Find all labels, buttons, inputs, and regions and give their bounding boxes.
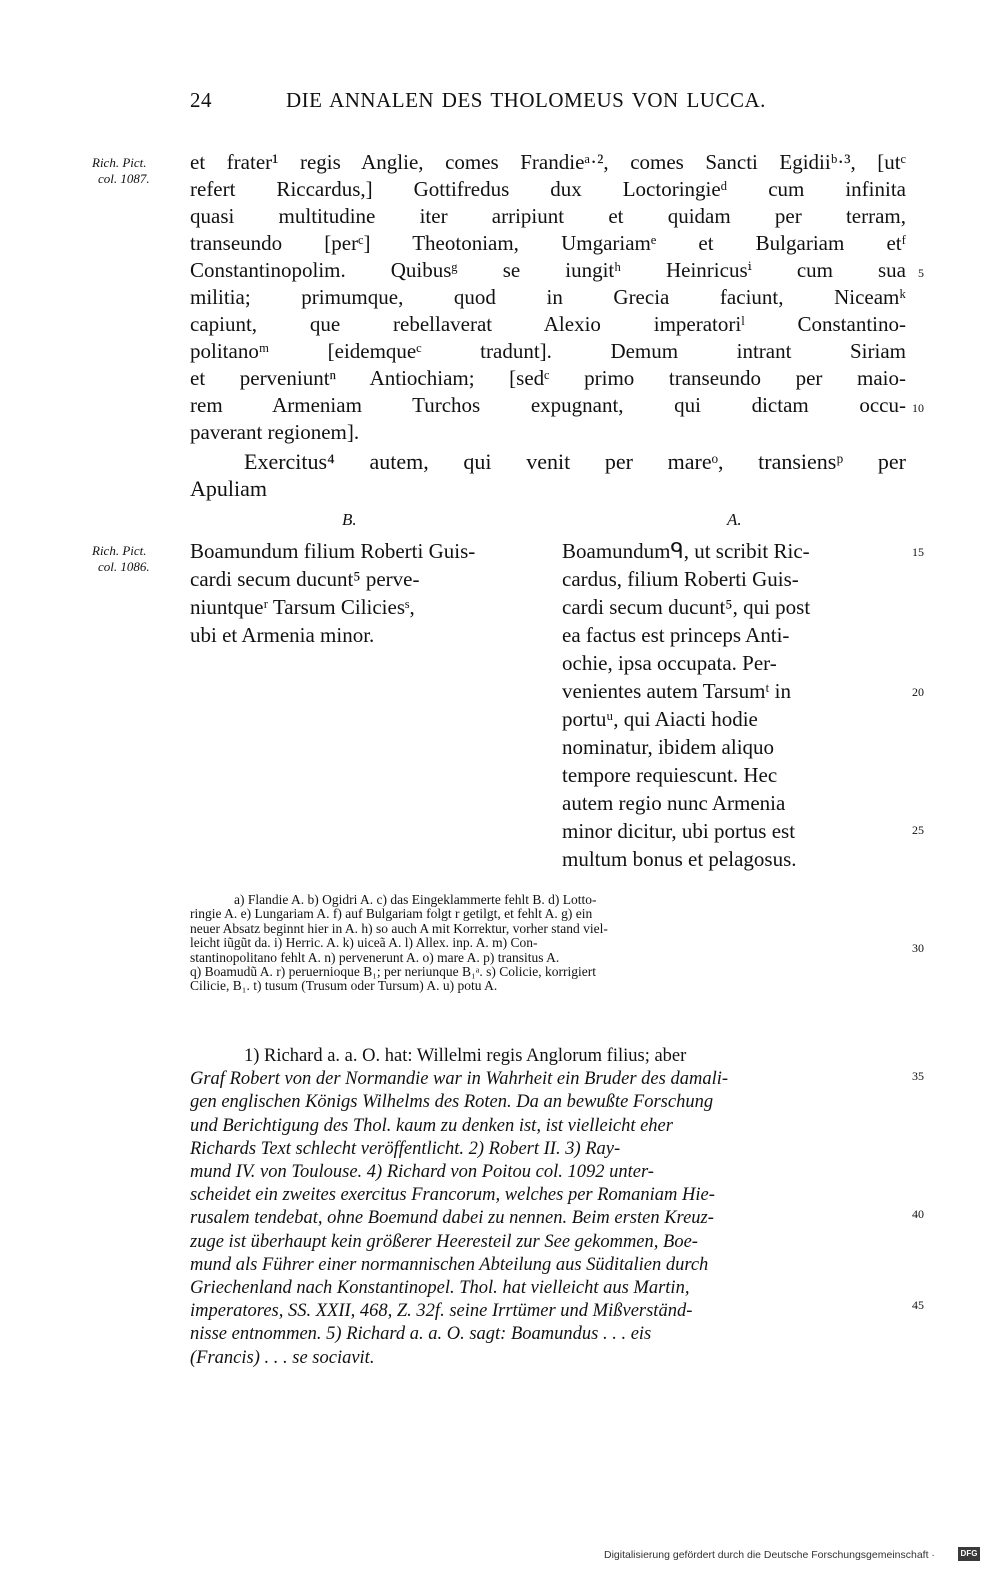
dfg-logo: DFG — [958, 1547, 980, 1561]
digitization-credit: Digitalisierung gefördert durch die Deutsche Forschungsgemeinschaft · — [604, 1549, 935, 1561]
line-number: 35 — [912, 1069, 924, 1083]
variant-line: ringie A. e) Lungariam A. f) auf Bulgariam folgt r getilgt, et fehlt A. g) ein — [190, 906, 593, 922]
line-number: 15 — [912, 545, 924, 559]
column-heading-a: A. — [727, 510, 742, 529]
note-line: imperatores, SS. XXII, 468, Z. 32f. seine Irrtümer und Mißverständ- — [190, 1301, 693, 1322]
body-line: refert Riccardus,] Gottifredus dux Loctoringieᵈ cum infinita — [190, 177, 906, 201]
body-line: paverant regionem]. — [190, 420, 360, 444]
margin-note-source — [92, 543, 150, 575]
variant-line: a) Flandie A. b) Ogidri A. c) das Eingeklammerte fehlt B. d) Lotto- — [234, 892, 597, 907]
line-number: 45 — [912, 1298, 924, 1312]
body-line: quasi multitudine iter arripiunt et quidam per terram, — [190, 204, 906, 228]
column-line: cardi secum ducunt⁵, qui post — [562, 595, 811, 619]
note-line: mund IV. von Toulouse. 4) Richard von Poitou col. 1092 unter- — [190, 1162, 654, 1183]
note-line: scheidet ein zweites exercitus Francorum, welches per Romaniam Hie- — [190, 1185, 715, 1206]
margin-note-source — [92, 155, 150, 187]
variant-apparatus — [190, 893, 902, 994]
margin-note-line: Rich. Pict. — [92, 543, 147, 558]
note-line: Griechenland nach Konstantinopel. Thol. hat vielleicht aus Martin, — [190, 1278, 690, 1299]
margin-note-line: Rich. Pict. — [92, 155, 147, 170]
body-line: politanoᵐ [eidemqueᶜ tradunt]. Demum intrant Siriam — [190, 339, 906, 363]
note-line: rusalem tendebat, ohne Boemund dabei zu nennen. Beim ersten Kreuz- — [190, 1208, 714, 1229]
footnotes — [190, 1045, 902, 1370]
body-line: capiunt, que rebellaverat Alexio imperatoriˡ Constantino- — [190, 312, 906, 336]
margin-note-line: col. 1087. — [98, 171, 150, 186]
note-line: Graf Robert von der Normandie war in Wahrheit ein Bruder des damali- — [190, 1069, 729, 1090]
column-line: Boamundum filium Roberti Guis- — [190, 539, 476, 563]
column-line: nominatur, ibidem aliquo — [562, 735, 775, 759]
variant-line: leicht iũgũt da. i) Herric. A. k) uiceã A. l) Allex. inp. A. m) Con- — [190, 935, 538, 951]
note-line: (Francis) . . . se sociavit. — [190, 1347, 375, 1368]
variant-line: q) Boamudũ A. r) peruernioque B₁; per neriunque B₁ᵃ. s) Colicie, korrigiert — [190, 964, 597, 980]
body-line: transeundo [perᶜ] Theotoniam, Umgariamᵉ et Bulgariam etᶠ — [190, 231, 906, 255]
line-number: 40 — [912, 1207, 924, 1221]
body-line: et perveniuntⁿ Antiochiam; [sedᶜ primo transeundo per maio- — [190, 366, 906, 390]
body-line: militia; primumque, quod in Grecia faciunt, Niceamᵏ — [190, 285, 906, 309]
column-line: autem regio nunc Armenia — [562, 791, 786, 815]
running-title: DIE ANNALEN DES THOLOMEUS VON LUCCA. — [286, 88, 766, 112]
variant-line: Cilicie, B₁. t) tusum (Trusum oder Tursum) A. u) potu A. — [190, 978, 498, 994]
body-line: Constantinopolim. Quibusᵍ se iungitʰ Heinricusⁱ cum sua — [190, 258, 906, 282]
line-number: 5 — [918, 266, 924, 280]
column-line: niuntqueʳ Tarsum Ciliciesˢ, — [190, 595, 415, 619]
variant-line: neuer Absatz beginnt hier in A. h) so auch A mit Korrektur, vorher stand viel- — [190, 920, 608, 936]
line-number: 30 — [912, 941, 924, 955]
line-number: 25 — [912, 823, 924, 837]
column-line: multum bonus et pelagosus. — [562, 847, 797, 871]
column-line: ochie, ipsa occupata. Per- — [562, 651, 777, 675]
column-line: tempore requiescunt. Hec — [562, 763, 778, 787]
body-line: Apuliam — [190, 476, 267, 501]
column-line: venientes autem Tarsumᵗ in — [562, 679, 792, 703]
column-line: cardi secum ducunt⁵ perve- — [190, 567, 420, 591]
column-a — [562, 537, 902, 873]
note-line: nisse entnommen. 5) Richard a. a. O. sagt: Boamundus . . . eis — [190, 1324, 652, 1345]
column-line: portuᵘ, qui Aiacti hodie — [562, 707, 758, 731]
page-number: 24 — [190, 88, 212, 112]
column-line: minor dicitur, ubi portus est — [562, 819, 796, 843]
body-line: et frater¹ regis Anglie, comes Frandieᵃ·², comes Sancti Egidiiᵇ·³, [utᶜ — [190, 150, 906, 174]
column-line: ubi et Armenia minor. — [190, 623, 375, 647]
column-line: cardus, filium Roberti Guis- — [562, 567, 799, 591]
column-line: ea factus est princeps Anti- — [562, 623, 790, 647]
body-line: Exercitus⁴ autem, qui venit per mareᵒ, transiensᵖ per — [244, 449, 906, 474]
line-number: 20 — [912, 685, 924, 699]
column-heading-b: B. — [342, 510, 357, 529]
note-line: und Berichtigung des Thol. kaum zu denken ist, ist vielleicht eher — [190, 1115, 673, 1136]
note-line: zuge ist überhaupt kein größerer Heeresteil zur See gekommen, Boe- — [190, 1231, 698, 1252]
margin-note-line: col. 1086. — [98, 559, 150, 574]
column-line: Boamundumᑫ, ut scribit Ric- — [562, 539, 810, 563]
body-line: rem Armeniam Turchos expugnant, qui dictam occu- — [190, 393, 906, 417]
note-line: mund als Führer einer normannischen Abteilung aus Süditalien durch — [190, 1254, 709, 1275]
note-line: gen englischen Königs Wilhelms des Roten. Da an bewußte Forschung — [190, 1092, 714, 1113]
variant-line: stantinopolitano fehlt A. n) pervenerunt A. o) mare A. p) transitus A. — [190, 949, 560, 965]
note-line: Richards Text schlecht veröffentlicht. 2) Robert II. 3) Ray- — [190, 1138, 621, 1159]
note-line: 1) Richard a. a. O. hat: Willelmi regis Anglorum filius; aber — [244, 1046, 687, 1066]
line-number: 10 — [912, 401, 924, 415]
column-b — [190, 537, 530, 649]
